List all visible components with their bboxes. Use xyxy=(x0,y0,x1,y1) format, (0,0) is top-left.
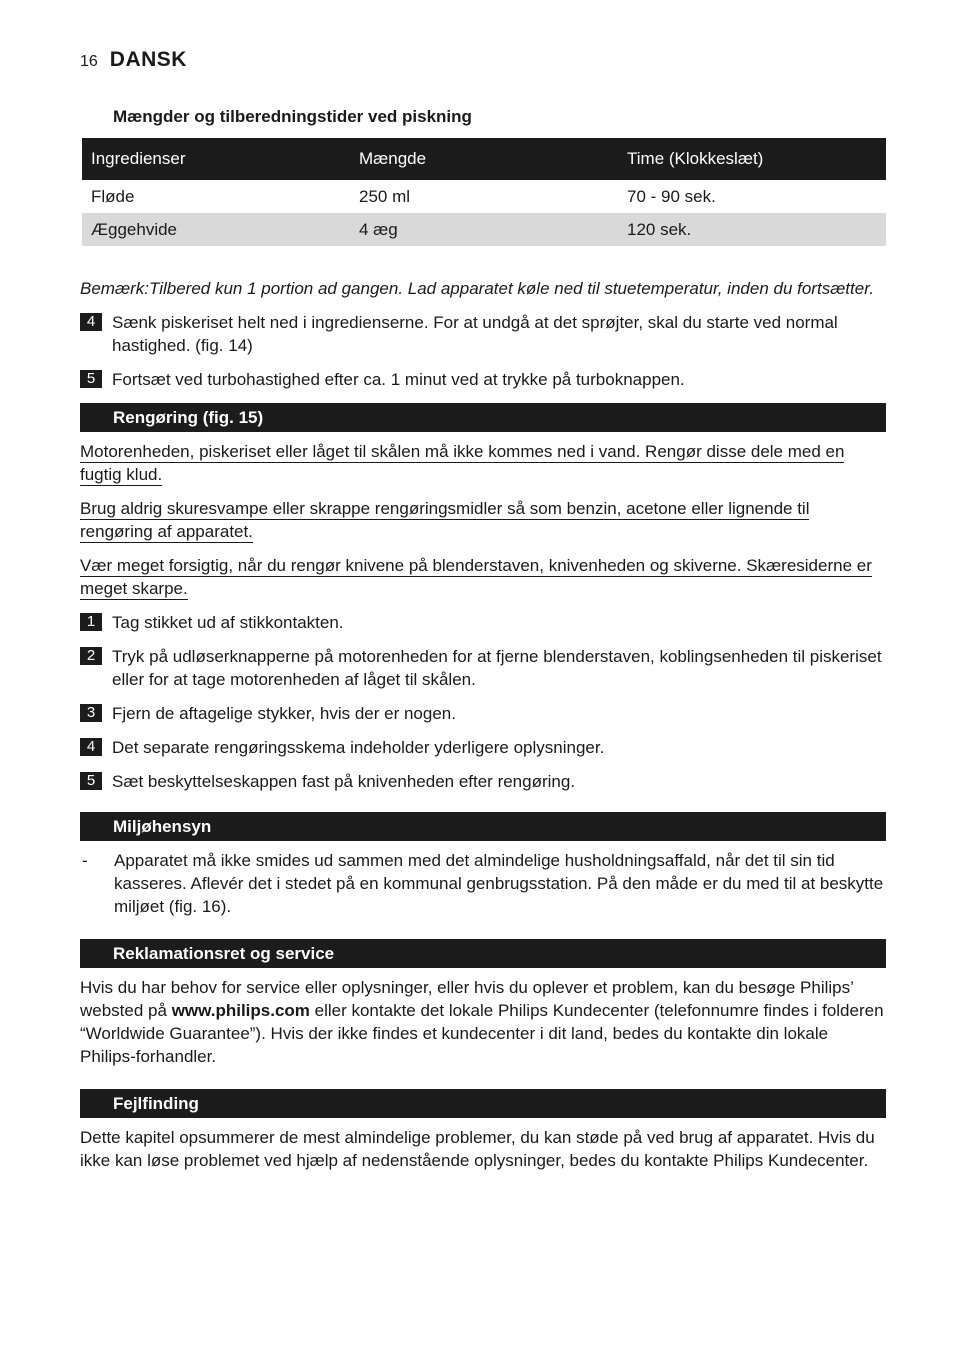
bullet-text: Apparatet må ikke smides ud sammen med det almindelige husholdningsaffald, når det til sin tid kasseres. Aflevér det i stedet på en kommunal genbrugsstation. På den måde er du med til at beskytte miljøet (fig. 16). xyxy=(114,851,884,916)
table-cell: 4 æg xyxy=(350,213,618,246)
step-item xyxy=(80,311,886,357)
table-row xyxy=(82,180,886,213)
step-number-badge: 2 xyxy=(80,647,102,665)
whisking-table xyxy=(82,138,886,246)
column-header-time: Time (Klokkeslæt) xyxy=(618,138,886,180)
table-cell: 70 - 90 sek. xyxy=(627,186,716,206)
troubleshooting-paragraph: Dette kapitel opsummerer de mest almindelige problemer, du kan støde på ved brug af apparatet. Hvis du ikke kan løse problemet ved hjælp af nedenstående oplysninger, bedes du kontakte Philips Kundecenter. xyxy=(80,1128,875,1170)
section-heading-environment: Miljøhensyn xyxy=(80,812,886,841)
column-header-ingredients: Ingredienser xyxy=(82,138,350,180)
warning-underlined-text: Brug aldrig skuresvampe eller skrappe rengøringsmidler så som benzin, acetone eller lignende til rengøring af apparatet. xyxy=(80,499,810,541)
table-row xyxy=(82,213,886,246)
table-cell: 120 sek. xyxy=(618,213,886,246)
table-cell: 250 ml xyxy=(359,186,411,206)
bullet-dash: - xyxy=(82,851,88,870)
step-item xyxy=(80,702,886,725)
step-number-badge: 5 xyxy=(80,772,102,790)
step-text: Det separate rengøringsskema indeholder yderligere oplysninger. xyxy=(112,738,605,757)
step-text: Tag stikket ud af stikkontakten. xyxy=(112,613,344,632)
step-item xyxy=(80,611,886,634)
page-language: DANSK xyxy=(109,48,187,71)
service-text: Hvis du har behov for service eller oplysninger, eller hvis du oplever et problem, kan du besøge Philips’ websted på xyxy=(80,978,854,1020)
step-number-badge: 1 xyxy=(80,613,102,631)
page-header xyxy=(80,48,187,72)
section-heading-service: Reklamationsret og service xyxy=(80,939,886,968)
step-item xyxy=(80,770,886,793)
column-header-quantity: Mængde xyxy=(350,138,618,180)
step-number-badge: 5 xyxy=(80,370,102,388)
philips-website-link[interactable]: www.philips.com xyxy=(171,1001,310,1020)
warning-underlined-text: Motorenheden, piskeriset eller låget til skålen må ikke kommes ned i vand. Rengør disse dele med en fugtig klud. xyxy=(80,442,845,484)
warning-text xyxy=(80,440,886,486)
warning-text xyxy=(80,497,886,543)
step-item xyxy=(80,368,886,391)
warning-underlined-text: Vær meget forsigtig, når du rengør knivene på blenderstaven, knivenheden og skiverne. Skæresiderne er meget skarpe. xyxy=(80,556,872,598)
table-cell: Æggehvide xyxy=(82,213,350,246)
step-number-badge: 4 xyxy=(80,313,102,331)
service-text: eller kontakte det lokale Philips Kundecenter (telefonnumre findes i folderen “Worldwide Guarantee”). Hvis der ikke findes et kundecenter i dit land, bedes du kontakte din lokale Philips-forhandler. xyxy=(80,1001,884,1066)
step-item xyxy=(80,645,886,691)
step-text: Fjern de aftagelige stykker, hvis der er nogen. xyxy=(112,704,456,723)
step-number-badge: 3 xyxy=(80,704,102,722)
note-text: Bemærk:Tilbered kun 1 portion ad gangen. Lad apparatet køle ned til stuetemperatur, inden du fortsætter. xyxy=(80,279,874,298)
main-content xyxy=(80,277,886,1193)
step-number-badge: 4 xyxy=(80,738,102,756)
warning-text xyxy=(80,554,886,600)
table-cell: Fløde xyxy=(91,186,135,206)
section-heading-cleaning: Rengøring (fig. 15) xyxy=(80,403,886,432)
table-title: Mængder og tilberedningstider ved piskning xyxy=(113,107,472,126)
page-number: 16 xyxy=(80,53,98,70)
step-text: Sænk piskeriset helt ned i ingredienserne. For at undgå at det sprøjter, skal du starte ved normal hastighed. (fig. 14) xyxy=(112,313,838,355)
service-paragraph xyxy=(80,976,886,1068)
step-text: Sæt beskyttelseskappen fast på knivenheden efter rengøring. xyxy=(112,772,576,791)
section-heading-troubleshooting: Fejlfinding xyxy=(80,1089,886,1118)
step-item xyxy=(80,736,886,759)
table-header-row xyxy=(82,138,886,180)
list-item xyxy=(80,849,886,918)
step-text: Fortsæt ved turbohastighed efter ca. 1 minut ved at trykke på turboknappen. xyxy=(112,370,685,389)
step-text: Tryk på udløserknapperne på motorenheden for at fjerne blenderstaven, koblingsenheden til piskeriset eller for at tage motorenheden af låget til skålen. xyxy=(112,647,882,689)
